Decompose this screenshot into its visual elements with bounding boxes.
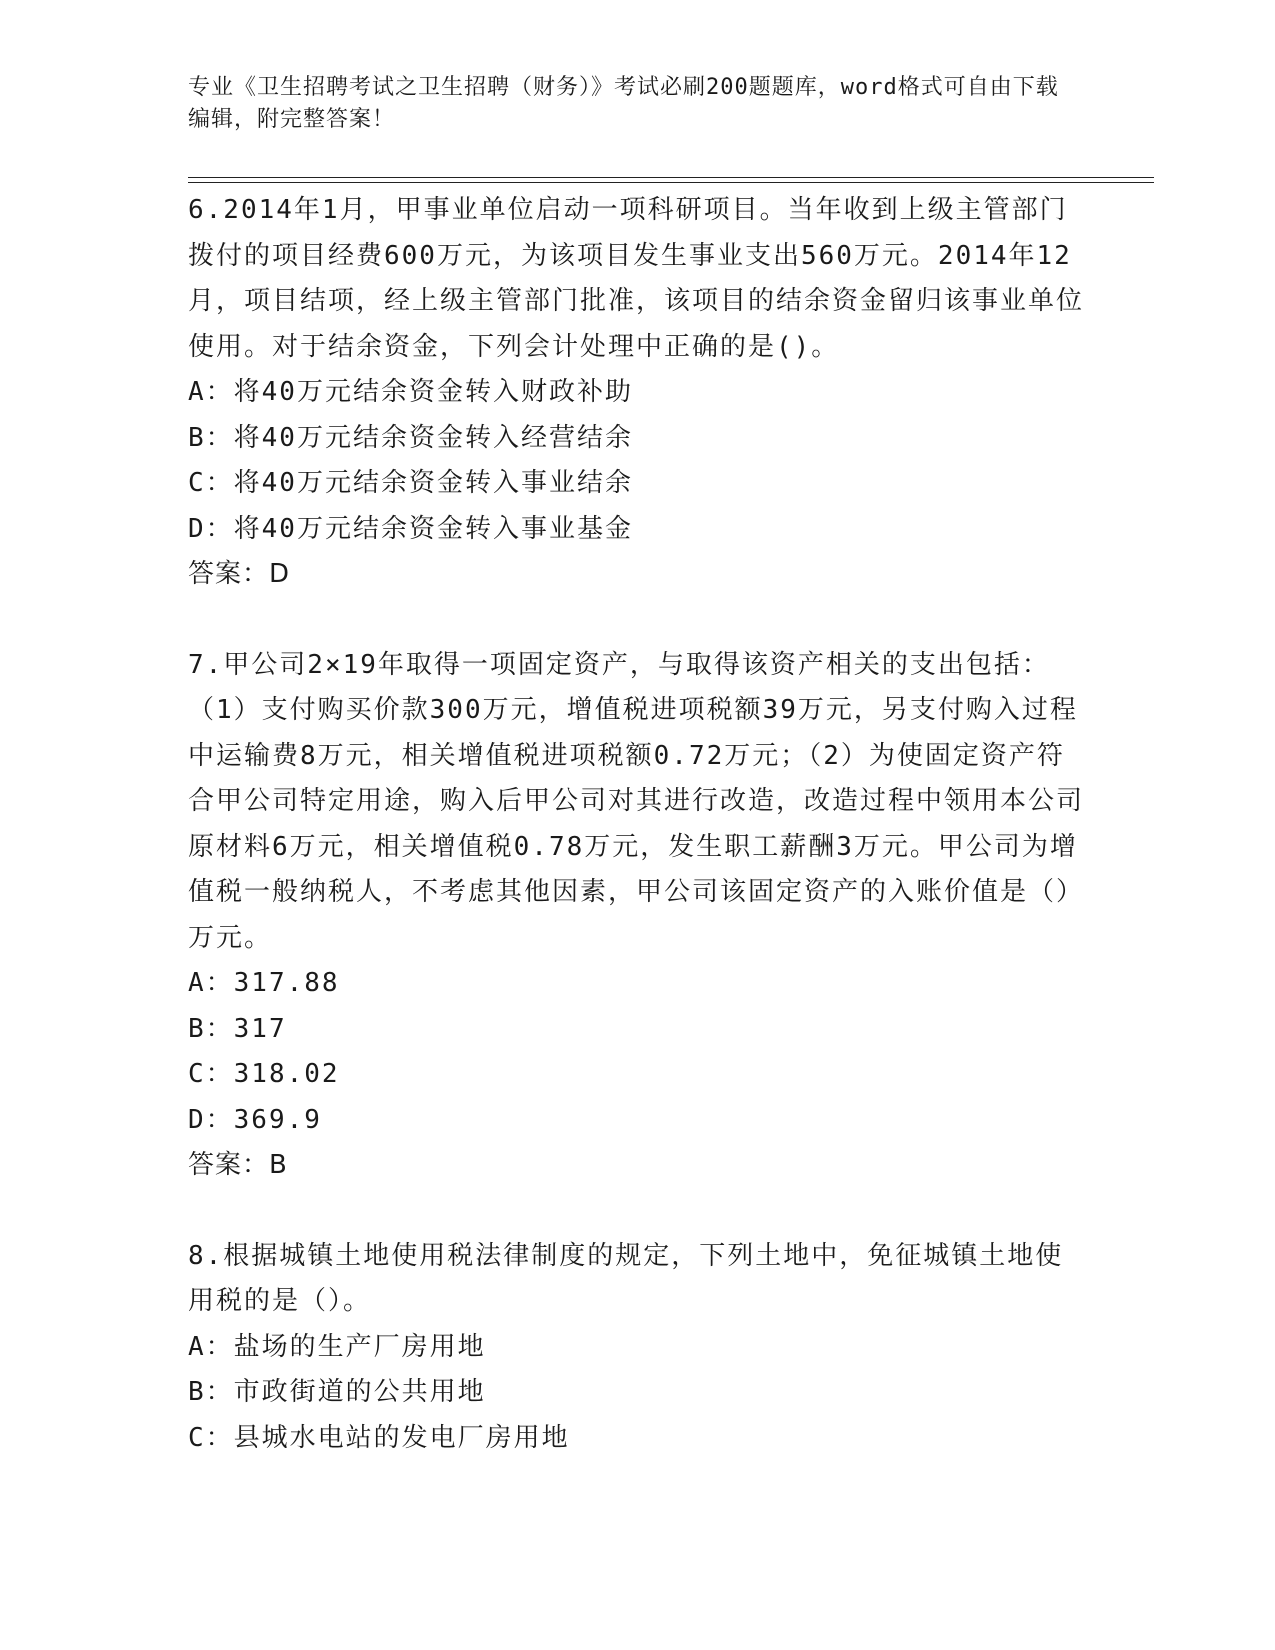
option-c: C：将40万元结余资金转入事业结余 — [188, 468, 633, 498]
question-list — [188, 188, 1088, 1461]
header-divider-top — [188, 177, 1154, 178]
option-c: C：县城水电站的发电厂房用地 — [188, 1422, 570, 1453]
option-b: B：317 — [188, 1013, 287, 1044]
question-stem: 6.2014年1月，甲事业单位启动一项科研项目。当年收到上级主管部门拨付的项目经费600万元，为该项目发生事业支出560万元。2014年12月，项目结项，经上级主管部门批准，该项目的结余资金留归该事业单位使用。对于结余资金，下列会计处理中正确的是()。 — [188, 195, 1085, 362]
option-b: B：市政街道的公共用地 — [188, 1377, 486, 1407]
option-d: D：369.9 — [188, 1104, 322, 1135]
question-6 — [188, 188, 1088, 598]
question-stem: 8.根据城镇土地使用税法律制度的规定，下列土地中，免征城镇土地使用税的是（）。 — [188, 1240, 1064, 1316]
option-d: D：将40万元结余资金转入事业基金 — [188, 513, 633, 544]
option-a: A：317.88 — [188, 968, 340, 998]
option-b: B：将40万元结余资金转入经营结余 — [188, 422, 633, 453]
option-a: A：盐场的生产厂房用地 — [188, 1331, 486, 1362]
question-7 — [188, 643, 1088, 1189]
header-divider-bottom — [188, 182, 1154, 183]
question-stem: 7.甲公司2×19年取得一项固定资产，与取得该资产相关的支出包括：（1）支付购买价款300万元，增值税进项税额39万元，另支付购入过程中运输费8万元，相关增值税进项税额0.72万元；（2）为使固定资产符合甲公司特定用途，购入后甲公司对其进行改造，改造过程中领用本公司原材料6万元，相关增值税0.78万元，发生职工薪酬3万元。甲公司为增值税一般纳税人，不考虑其他因素，甲公司该固定资产的入账价值是（）万元。 — [188, 649, 1085, 953]
document-header: 专业《卫生招聘考试之卫生招聘（财务）》考试必刷200题题库，word格式可自由下载编辑，附完整答案！ — [188, 75, 1059, 132]
answer-line: 答案：D — [188, 559, 291, 589]
question-8 — [188, 1234, 1088, 1462]
option-c: C：318.02 — [188, 1059, 340, 1089]
answer-line: 答案：B — [188, 1150, 288, 1180]
option-a: A：将40万元结余资金转入财政补助 — [188, 377, 633, 407]
